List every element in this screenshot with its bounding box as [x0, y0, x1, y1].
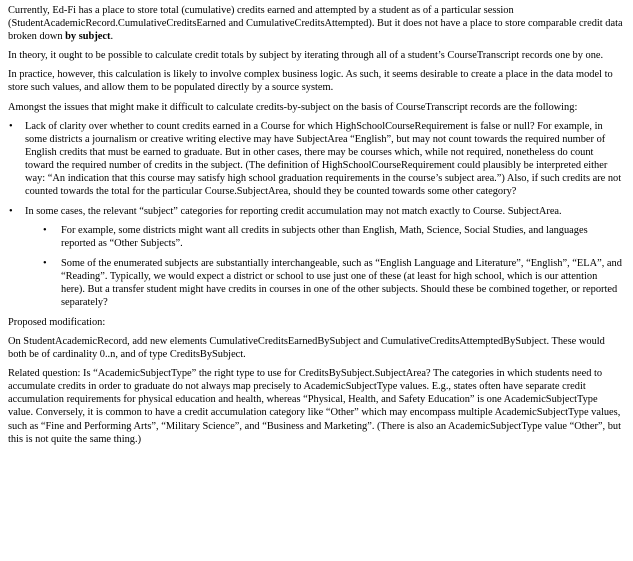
paragraph-related-question: Related question: Is “AcademicSubjectType” the right type to use for CreditsBySubject.SubjectArea? The categories in which students need to accumulate credits in order to graduate do not always map precisely to AcademicSubjectType values. E.g., states often have separate credit accumulation requirements for physical education and health, whereas “Physical, Health, and Safety Education” is one AcademicSubjectType value. Conversely, it is common to have a credit accumulation category like “Other” which may encompass multiple AcademicSubjectType values, such as “Fine and Performing Arts”, “Military Science”, and “Business and Marketing”. (There is also an AcademicSubjectType value “Other”, but this is not quite the same thing.) — [8, 368, 621, 445]
paragraph-proposed-heading: Proposed modification: — [8, 316, 106, 328]
emphasis-by-subject: by subject — [65, 31, 111, 43]
list-item-text: In some cases, the relevant “subject” categories for reporting credit accumulation may not match exactly to Course. SubjectArea. — [25, 206, 562, 218]
sub-list-item-text: Some of the enumerated subjects are substantially interchangeable, such as “English Language and Literature”, “English”, “ELA”, and “Reading”. Typically, we would expect a district or school to use just one of these (at least for high school, which is our attention here). But a transfer student might have credits in courses in one of the other subjects. Should these be combined together, or reported separately? — [61, 257, 622, 308]
paragraph-current-state-text: Currently, Ed-Fi has a place to store total (cumulative) credits earned and attempted by a student as of a particular session (StudentAcademicRecord.CumulativeCreditsEarned and CumulativeCreditsAttempted). But it does not have a place to store comparable credit data broken down — [8, 5, 623, 43]
paragraph-current-state-end: . — [110, 31, 114, 43]
list-item — [8, 205, 623, 309]
sub-issues-list — [25, 224, 623, 309]
paragraph-issues-intro: Amongst the issues that might make it difficult to calculate credits-by-subject on the basis of CourseTranscript records are the following: — [8, 101, 578, 113]
sub-list-item — [25, 224, 623, 250]
issues-list — [8, 120, 623, 309]
paragraph-proposed-modification: On StudentAcademicRecord, add new elements CumulativeCreditsEarnedBySubject and CumulativeCreditsAttemptedBySubject. These would both be of cardinality 0..n, and of type CreditsBySubject. — [8, 335, 605, 361]
list-item — [8, 120, 623, 199]
sub-list-item — [25, 257, 623, 309]
paragraph-current-state — [8, 4, 623, 43]
sub-list-item-text: For example, some districts might want all credits in subjects other than English, Math, Science, Social Studies, and languages reported as “Other Subjects”. — [61, 225, 588, 250]
paragraph-theory: In theory, it ought to be possible to calculate credit totals by subject by iterating through all of a student’s CourseTranscript records one by one. — [8, 50, 604, 62]
list-item-text: Lack of clarity over whether to count credits earned in a Course for which HighSchoolCourseRequirement is false or null? For example, in some districts a journalism or creative writing elective may have SubjectArea “English”, but may not count towards the required number of English credits that must be earned to graduate. But in other cases, there may be courses which, while not required, nonetheless do count toward the required number of credits in the subject. (The definition of HighSchoolCourseRequirement could plausibly be interpreted either way: “An indication that this course may satisfy high school graduation requirements in the course’s subject area.”) Also, if such credits are not counted towards the total for the particular Course.SubjectArea, should they be counted towards some other category? — [25, 120, 622, 198]
paragraph-practice: In practice, however, this calculation is likely to involve complex business logic. As such, it seems desirable to create a place in the data model to store such values, and allow them to be populated directly by a source system. — [8, 69, 613, 94]
